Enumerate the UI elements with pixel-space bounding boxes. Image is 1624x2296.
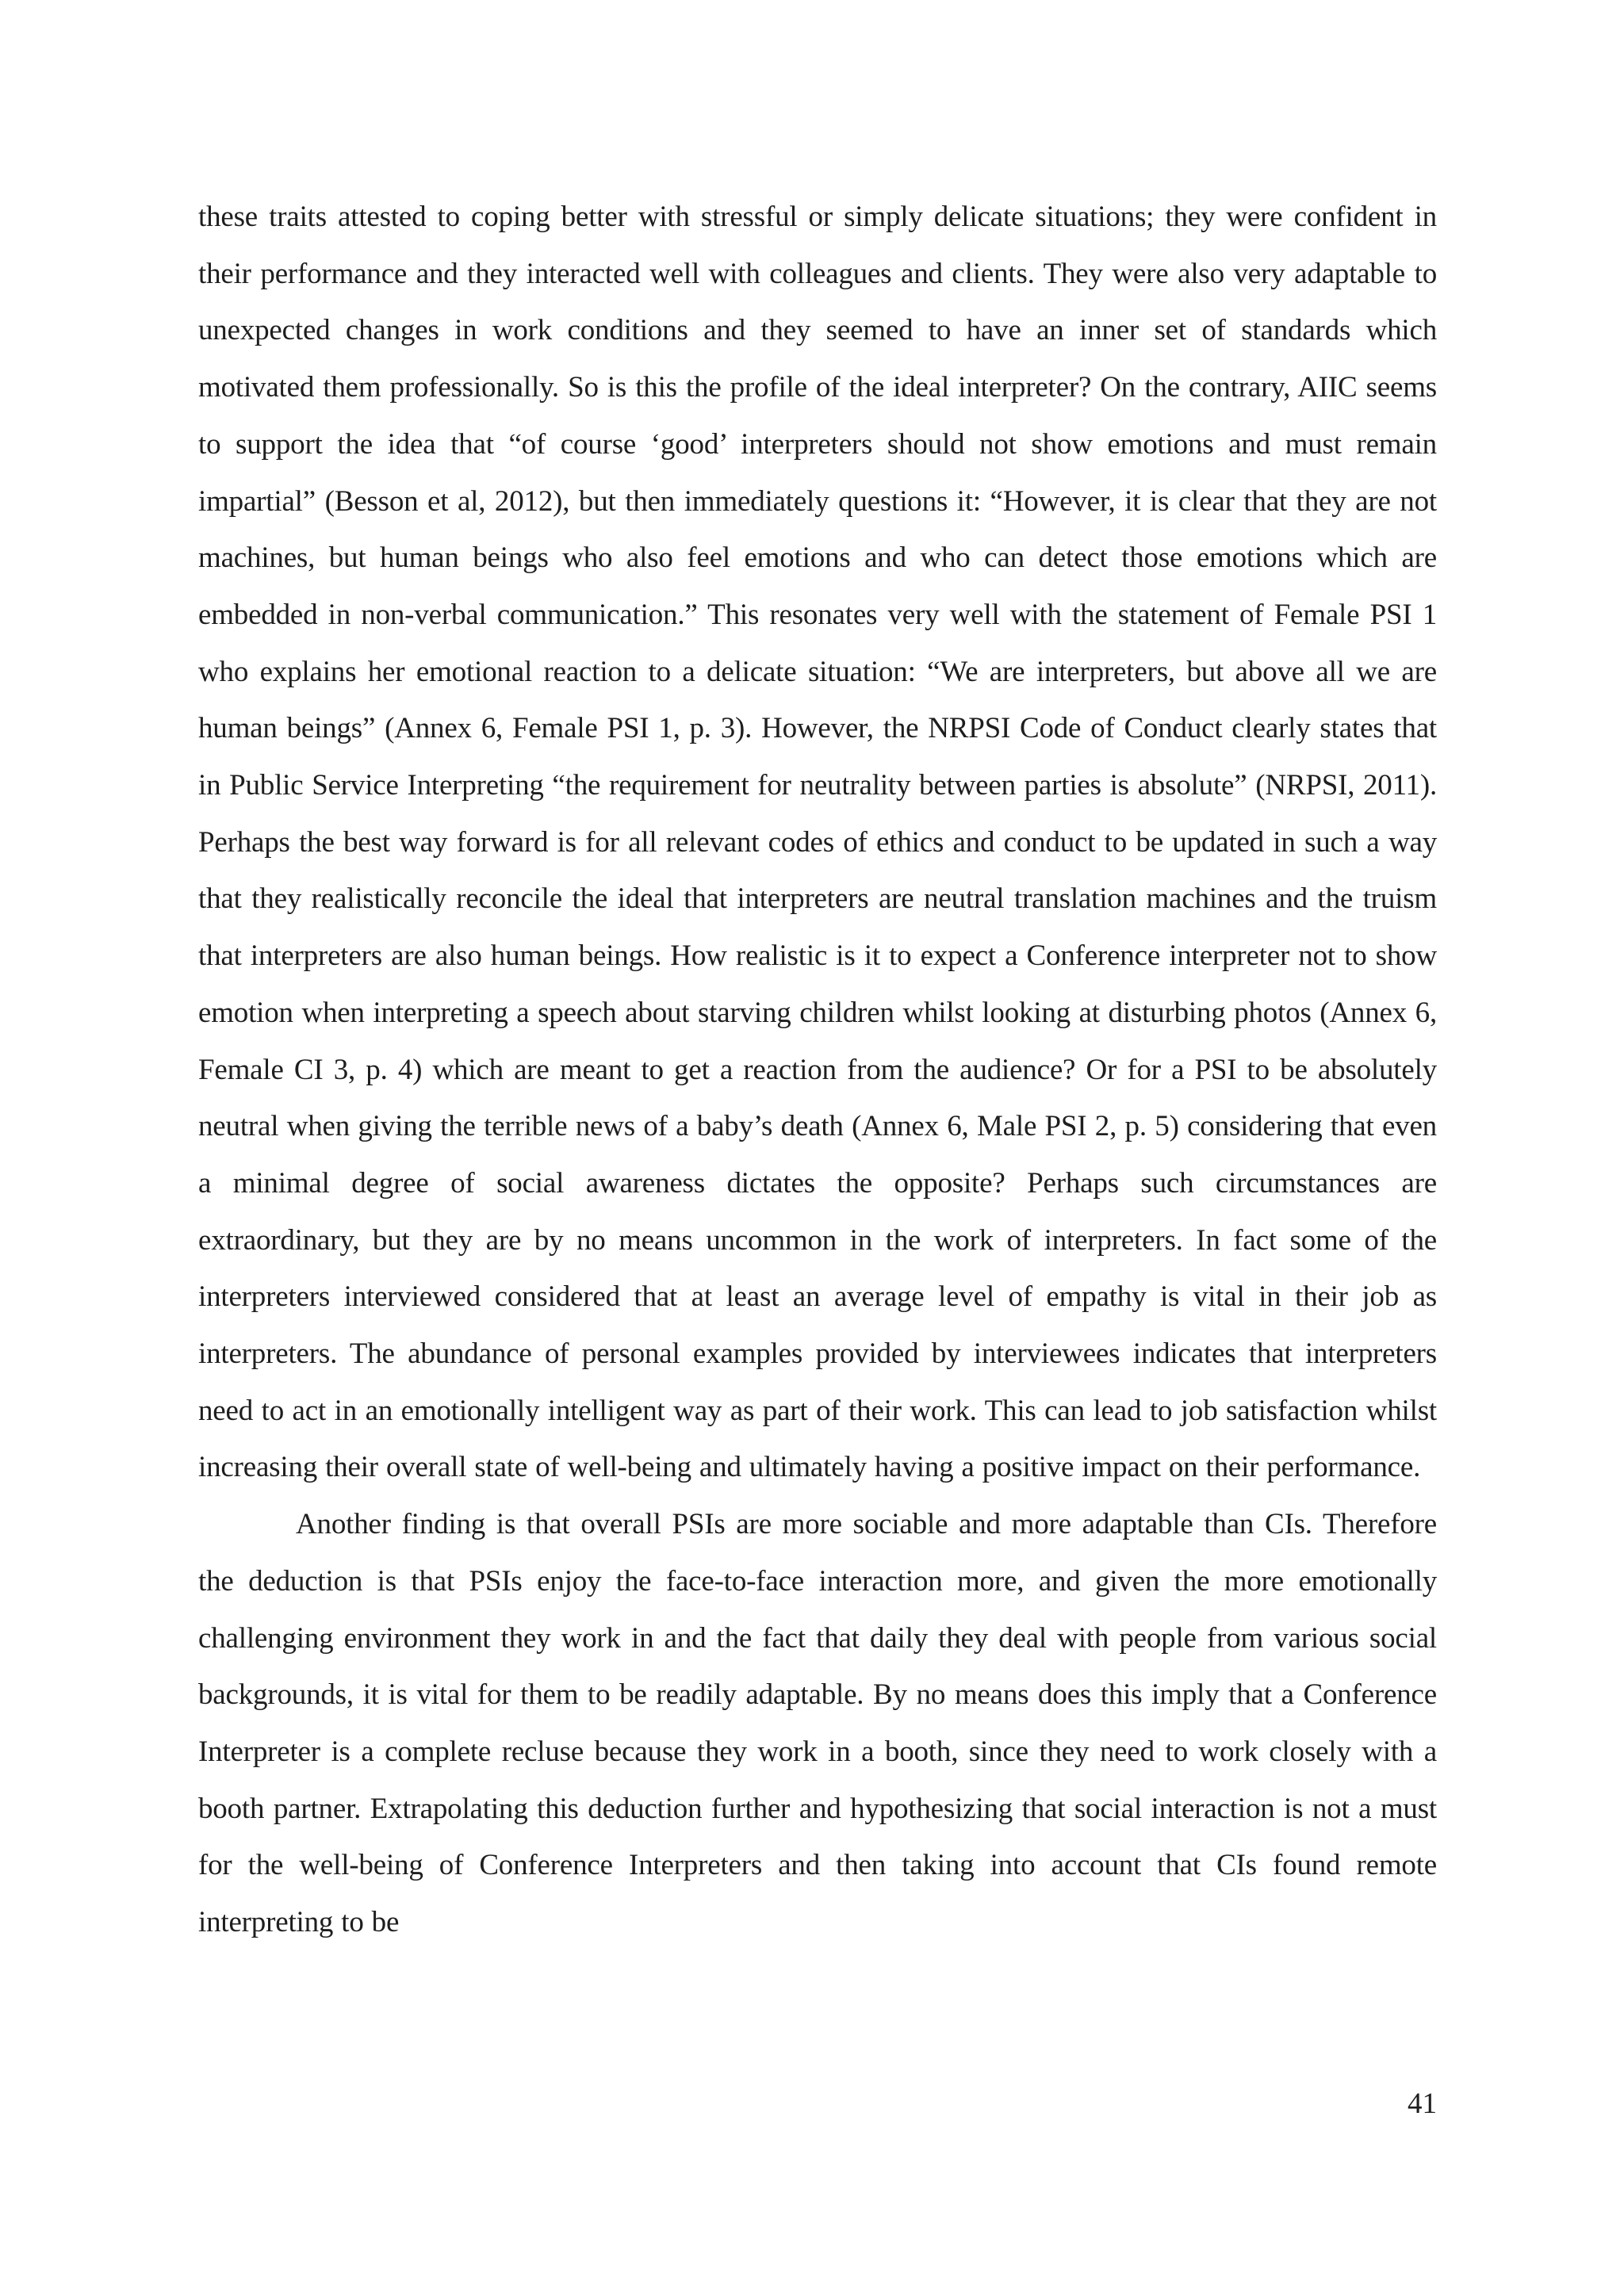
paragraph-2: Another finding is that overall PSIs are more sociable and more adaptable than CIs. Therefore the deduction is that PSIs enjoy the face-to-face interaction more, and given the more emotionally challenging environment they work in and the fact that daily they deal with people from various social backgrounds, it is vital for them to be readily adaptable. By no means does this imply that a Conference Interpreter is a complete recluse because they work in a booth, since they need to work closely with a booth partner. Extrapolating this deduction further and hypothesizing that social interaction is not a must for the well-being of Conference Interpreters and then taking into account that CIs found remote interpreting to be (198, 1508, 1437, 1939)
page-number: 41 (1408, 2087, 1437, 2120)
paragraph-1: these traits attested to coping better with stressful or simply delicate situations; they were confident in their performance and they interacted well with colleagues and clients. They were also very adaptable to unexpected changes in work conditions and they seemed to have an inner set of standards which motivated them professionally. So is this the profile of the ideal interpreter? On the contrary, AIIC seems to support the idea that “of course ‘good’ interpreters should not show emotions and must remain impartial” (Besson et al, 2012), but then immediately questions it: “However, it is clear that they are not machines, but human beings who also feel emotions and who can detect those emotions which are embedded in non-verbal communication.” This resonates very well with the statement of Female PSI 1 who explains her emotional reaction to a delicate situation: “We are interpreters, but above all we are human beings” (Annex 6, Female PSI 1, p. 3). However, the NRPSI Code of Conduct clearly states that in Public Service Interpreting “the requirement for neutrality between parties is absolute” (NRPSI, 2011). Perhaps the best way forward is for all relevant codes of ethics and conduct to be updated in such a way that they realistically reconcile the ideal that interpreters are neutral translation machines and the truism that interpreters are also human beings. How realistic is it to expect a Conference interpreter not to show emotion when interpreting a speech about starving children whilst looking at disturbing photos (Annex 6, Female CI 3, p. 4) which are meant to get a reaction from the audience? Or for a PSI to be absolutely neutral when giving the terrible news of a baby’s death (Annex 6, Male PSI 2, p. 5) considering that even a minimal degree of social awareness dictates the opposite? Perhaps such circumstances are extraordinary, but they are by no means uncommon in the work of interpreters. In fact some of the interpreters interviewed considered that at least an average level of empathy is vital in their job as interpreters. The abundance of personal examples provided by interviewees indicates that interpreters need to act in an emotionally intelligent way as part of their work. This can lead to job satisfaction whilst increasing their overall state of well-being and ultimately having a positive impact on their performance. (198, 201, 1437, 1484)
body-text (198, 189, 1437, 1951)
